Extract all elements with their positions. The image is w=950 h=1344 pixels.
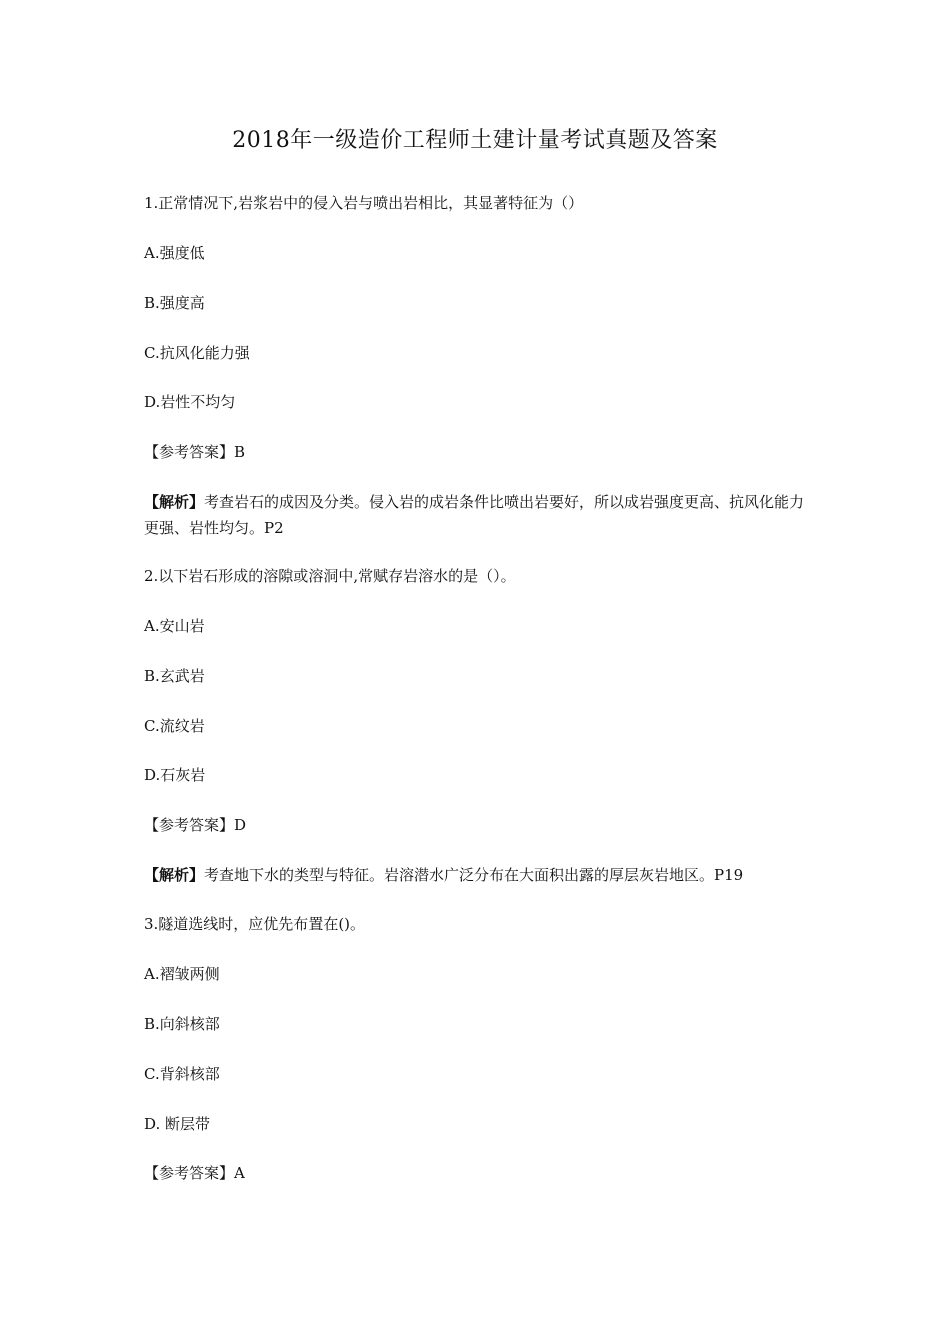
answer-tag: 【参考答案】 [144, 443, 235, 461]
answer-tag: 【参考答案】 [144, 816, 235, 834]
question-2-option-b: B.玄武岩 [144, 667, 205, 685]
analysis-text: 考查地下水的类型与特征。岩溶潜水广泛分布在大面积出露的厚层灰岩地区。P19 [204, 866, 744, 884]
analysis-text: 考查岩石的成因及分类。侵入岩的成岩条件比喷出岩要好，所以成岩强度更高、抗风化能力更强、岩性均匀。P2 [144, 493, 805, 537]
question-2-stem: 2.以下岩石形成的溶隙或溶洞中,常赋存岩溶水的是（）。 [144, 567, 516, 585]
question-3-answer [144, 1162, 245, 1184]
question-2-option-c: C.流纹岩 [144, 717, 205, 735]
question-1-option-b: B.强度高 [144, 294, 205, 312]
question-3-option-b: B.向斜核部 [144, 1015, 220, 1033]
question-3-option-d: D. 断层带 [144, 1115, 211, 1133]
question-3-stem: 3.隧道选线时，应优先布置在()。 [144, 915, 366, 933]
question-1-option-c: C.抗风化能力强 [144, 344, 250, 362]
question-2-analysis [144, 864, 743, 886]
answer-value: A [234, 1164, 245, 1182]
question-1-answer [144, 441, 245, 463]
question-1-analysis [144, 489, 810, 541]
question-2-answer [144, 814, 246, 836]
answer-value: D [234, 816, 247, 834]
analysis-tag: 【解析】 [144, 493, 205, 511]
question-3-option-c: C.背斜核部 [144, 1065, 220, 1083]
question-2-option-a: A.安山岩 [144, 617, 205, 635]
answer-value: B [234, 443, 246, 461]
question-1-option-d: D.岩性不均匀 [144, 393, 236, 411]
question-1-option-a: A.强度低 [144, 244, 205, 262]
question-1-stem: 1.正常情况下,岩浆岩中的侵入岩与喷出岩相比，其显著特征为（） [144, 194, 584, 212]
answer-tag: 【参考答案】 [144, 1164, 235, 1182]
document-title: 2018年一级造价工程师土建计量考试真题及答案 [232, 128, 718, 153]
question-2-option-d: D.石灰岩 [144, 766, 206, 784]
question-3-option-a: A.褶皱两侧 [144, 965, 220, 983]
analysis-tag: 【解析】 [144, 866, 205, 884]
